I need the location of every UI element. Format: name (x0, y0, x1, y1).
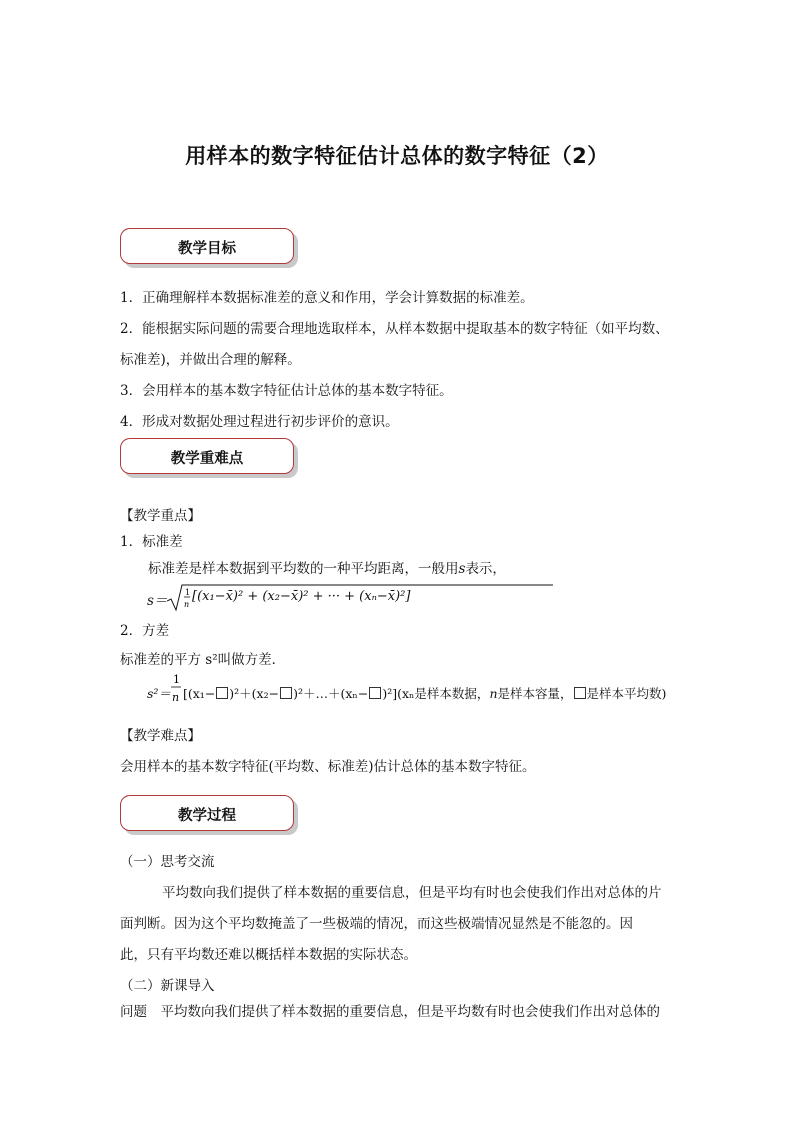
svg-text:1: 1 (185, 588, 191, 597)
difficulty-text: 会用样本的基本数字特征(平均数、标准差)估计总体的基本数字特征。 (120, 759, 536, 775)
section-header-goals (120, 228, 294, 264)
section-heading-goals: 教学目标 (178, 241, 236, 257)
var-formula-part3: )²＋…＋(xₙ− (293, 686, 369, 701)
mean-placeholder-icon (280, 687, 292, 699)
item1-desc-tail: 表示， (465, 561, 506, 577)
item2-desc: 标准差的平方 s²叫做方差． (120, 652, 286, 668)
item1-var: s (458, 561, 466, 577)
var-formula-lhs: s²＝ (147, 686, 171, 701)
goal-item-1: 1．正确理解样本数据标准差的意义和作用，学会计算数据的标准差。 (120, 290, 534, 306)
part1-line-1: 平均数向我们提供了样本数据的重要信息，但是平均有时也会使我们作出对总体的片 (162, 885, 662, 901)
var-note-a: xₙ是样本数据， (401, 686, 490, 701)
var-note-c: 是样本平均数) (586, 686, 667, 701)
part2-title: （二）新课导入 (120, 978, 215, 994)
difficulty-label: 【教学难点】 (120, 728, 201, 744)
std-formula-lhs: s＝ (147, 593, 168, 609)
var-note-n: n (489, 686, 498, 701)
item2-title: 2．方差 (120, 623, 170, 639)
section-header-key-points (120, 438, 294, 474)
svg-text:n: n (172, 691, 180, 704)
part1-title: （一）思考交流 (120, 854, 215, 870)
fraction-1-over-n-icon (170, 672, 182, 706)
mean-placeholder-icon (574, 687, 586, 699)
part1-line-3: 此，只有平均数还难以概括样本数据的实际状态。 (120, 947, 417, 963)
goal-item-3: 3．会用样本的基本数字特征估计总体的基本数字特征。 (120, 383, 453, 399)
page-title: 用样本的数字特征估计总体的数字特征（2） (185, 144, 609, 168)
item1-title: 1．标准差 (120, 534, 183, 550)
part2-line: 问题 平均数向我们提供了样本数据的重要信息，但是平均数有时也会使我们作出对总体的 (120, 1004, 660, 1020)
item1-desc-text: 标准差是样本数据到平均数的一种平均距离，一般用 (148, 561, 459, 577)
svg-text:n: n (184, 600, 190, 609)
section-heading-process: 教学过程 (178, 808, 236, 824)
var-formula-part4: )²]( (382, 686, 402, 701)
section-header-process (120, 795, 294, 831)
mean-placeholder-icon (216, 687, 228, 699)
focus-label: 【教学重点】 (120, 508, 201, 524)
mean-placeholder-icon (369, 687, 381, 699)
var-formula-part1: [(x₁− (183, 686, 216, 701)
var-formula-expr (183, 684, 666, 702)
std-formula-body: [(x₁−x̄)² + (x₂−x̄)² + ··· + (xₙ−x̄)²] (192, 589, 411, 604)
part1-line-2: 面判断。因为这个平均数掩盖了一些极端的情况，而这些极端情况显然是不能忽的。因 (120, 916, 633, 932)
goal-item-4: 4．形成对数据处理过程进行初步评价的意识。 (120, 414, 399, 430)
var-note-b: 是样本容量， (497, 686, 573, 701)
goal-item-2-cont: 标准差)，并做出合理的解释。 (120, 352, 301, 368)
svg-text:1: 1 (173, 673, 180, 686)
goal-item-2: 2．能根据实际问题的需要合理地选取样本，从样本数据中提取基本的数字特征（如平均数、 (120, 321, 669, 337)
item1-desc (148, 557, 506, 577)
var-formula-part2: )²＋(x₂− (229, 686, 280, 701)
section-heading-key-points: 教学重难点 (170, 451, 244, 467)
